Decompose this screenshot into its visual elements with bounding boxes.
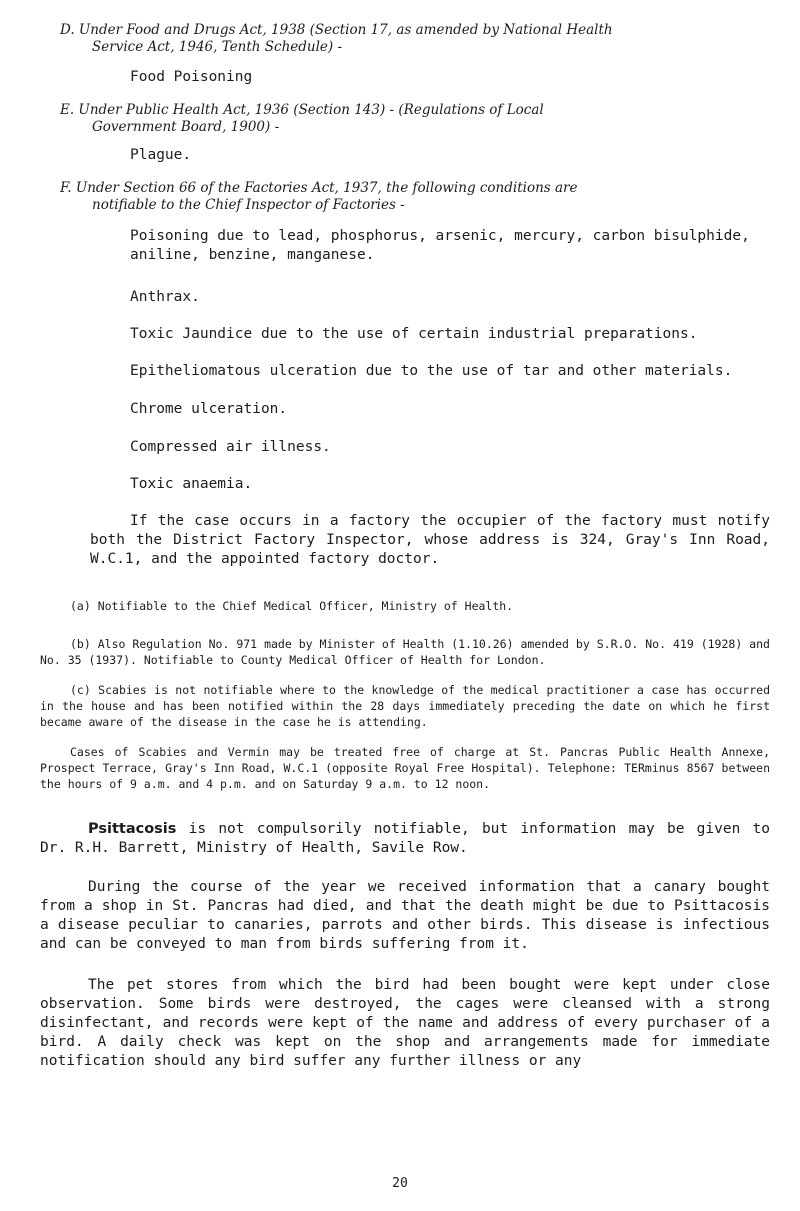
- section-f-item-chrome-ulceration: Chrome ulceration.: [130, 401, 288, 417]
- section-e-item-plague: Plague.: [130, 147, 192, 163]
- section-d-heading-line2: Service Act, 1946, Tenth Schedule) -: [92, 39, 343, 55]
- note-c: (c) Scabies is not notifiable where to the knowledge of the medical practitioner a case has occurred in the house and has been notified within the 28 days immediately preceding the date on which he first became aware of the disease in the case he is attending.: [40, 683, 770, 729]
- section-f-item-epitheliomatous-ulceration: Epitheliomatous ulceration due to the use of tar and other materials.: [130, 363, 733, 379]
- section-f-heading-line2: notifiable to the Chief Inspector of Factories -: [92, 197, 405, 213]
- psittacosis-paragraph-2: During the course of the year we received information that a canary bought from a shop in St. Pancras had died, and that the death might be due to Psittacosis a disease peculiar to canaries, parrots and other birds. This disease is infectious and can be conveyed to man from birds suffering from it.: [40, 879, 770, 952]
- psittacosis-paragraph-1-text: is not compulsorily notifiable, but information may be given to Dr. R.H. Barrett, Ministry of Health, Savile Row.: [40, 821, 770, 856]
- section-e-heading-line1: E. Under Public Health Act, 1936 (Section 143) - (Regulations of Local: [60, 102, 544, 118]
- section-f-item-compressed-air-illness: Compressed air illness.: [130, 439, 331, 455]
- page-number: 20: [392, 1176, 408, 1191]
- section-f-item-toxic-anaemia: Toxic anaemia.: [130, 476, 253, 492]
- section-e-heading: [60, 102, 770, 136]
- section-f-heading: [60, 180, 770, 214]
- section-d-heading: [60, 22, 770, 56]
- psittacosis-paragraph-1: [40, 820, 770, 858]
- section-f-item-anthrax: Anthrax.: [130, 289, 200, 305]
- section-f-heading-line1: F. Under Section 66 of the Factories Act, 1937, the following conditions are: [60, 180, 578, 196]
- section-f-item-poisoning: Poisoning due to lead, phosphorus, arsenic, mercury, carbon bisulphide, aniline, benzine, manganese.: [130, 228, 750, 263]
- section-e-heading-line2: Government Board, 1900) -: [92, 119, 280, 135]
- section-d-heading-line1: D. Under Food and Drugs Act, 1938 (Section 17, as amended by National Health: [60, 22, 613, 38]
- section-f-item-toxic-jaundice: Toxic Jaundice due to the use of certain industrial preparations.: [130, 326, 698, 342]
- note-scabies-treatment: Cases of Scabies and Vermin may be treated free of charge at St. Pancras Public Health Annexe, Prospect Terrace, Gray's Inn Road, W.C.1 (opposite Royal Free Hospital). Telephone: TERminus 8567 between the hours of 9 a.m. and 4 p.m. and on Saturday 9 a.m. to 12 noon.: [40, 745, 770, 791]
- note-b: (b) Also Regulation No. 971 made by Minister of Health (1.10.26) amended by S.R.O. No. 419 (1928) and No. 35 (1937). Notifiable to County Medical Officer of Health for London.: [40, 637, 770, 667]
- factory-notification-paragraph: If the case occurs in a factory the occupier of the factory must notify both the District Factory Inspector, whose address is 324, Gray's Inn Road, W.C.1, and the appointed factory doctor.: [90, 513, 770, 567]
- note-a: (a) Notifiable to the Chief Medical Officer, Ministry of Health.: [70, 599, 514, 613]
- psittacosis-term: Psittacosis: [88, 821, 177, 837]
- section-d-item-food-poisoning: Food Poisoning: [130, 69, 253, 85]
- psittacosis-paragraph-3: The pet stores from which the bird had been bought were kept under close observation. Some birds were destroyed, the cages were cleansed with a strong disinfectant, and records were kept of the name and address of every purchaser of a bird. A daily check was kept on the shop and arrangements made for immediate notification should any bird suffer any further illness or any: [40, 977, 770, 1069]
